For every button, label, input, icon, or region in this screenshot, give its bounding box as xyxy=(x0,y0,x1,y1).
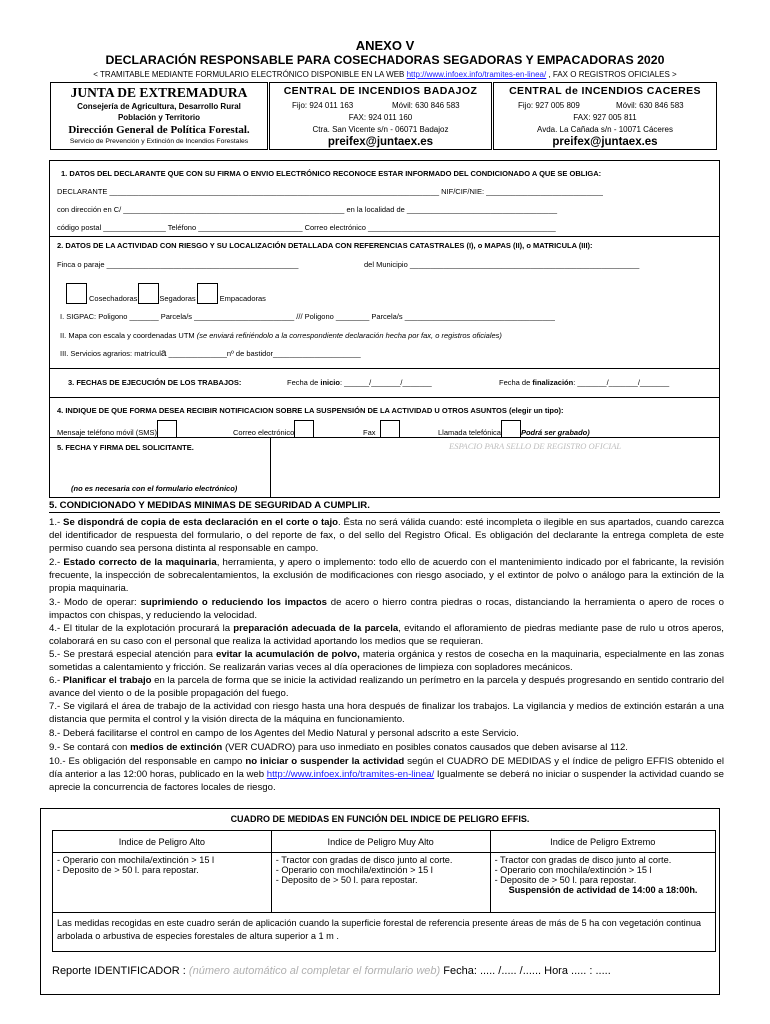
caceres-email[interactable]: preifex@juntaex.es xyxy=(552,136,658,148)
measure-item: - Operario con mochila/extinción > 15 l xyxy=(275,865,433,875)
fax-checkbox[interactable] xyxy=(380,420,400,438)
segadoras-label: Segadoras xyxy=(159,294,196,304)
cosechadoras-label: Cosechadoras xyxy=(89,294,138,304)
document-title: DECLARACIÓN RESPONSABLE PARA COSECHADORAS SEGADORAS Y EMPACADORAS 2020 xyxy=(105,53,665,67)
measures-title: CUADRO DE MEDIDAS EN FUNCIÓN DEL INDICE DE PELIGRO EFFIS. xyxy=(230,814,530,824)
mapa-line xyxy=(60,331,502,340)
condition-2: 2.- Estado correcto de la maquinaria, herramienta, y apero o implemento: todo ello de acuerdo con el mantenimiento indicado por el fabricante, la revisión frecuente, la inspección de sobrecalentamientos, la exclusión de modificaciones con riesgo asociado, y el extintor de polvo o análogo para la extinción de la propia maquinaria. xyxy=(49,557,724,595)
report-label: Reporte IDENTIFICADOR : xyxy=(52,965,189,977)
fecha-fin-label: Fecha de xyxy=(499,378,533,387)
section-5-title: 5. FECHA Y FIRMA DEL SOLICITANTE. xyxy=(57,443,194,452)
badajoz-movil: Móvil: 630 846 583 xyxy=(392,101,460,110)
notification-correo xyxy=(233,424,314,442)
cosechadoras-checkbox[interactable] xyxy=(66,283,87,304)
badajoz-email[interactable]: preifex@juntaex.es xyxy=(327,136,434,148)
condition-1: 1.- Se dispondrá de copia de esta declaración en el corte o tajo. Ésta no será válida cuando: esté incompleta o ilegible en sus apartados, cuando carezca del identificador de respuesta del formulario, o del reporte de fax, o del sello del Registro Ofical. Es obligación del declarante la entrega completa de este permiso cuando sea persona distinta al responsable en campo. xyxy=(49,517,724,555)
caceres-movil: Móvil: 630 846 583 xyxy=(616,101,684,110)
sms-checkbox[interactable] xyxy=(157,420,177,438)
fax-label: Fax xyxy=(363,427,376,437)
suspension-note: Suspensión de actividad de 14:00 a 18:00h. xyxy=(508,885,698,895)
measures-table xyxy=(52,830,716,952)
caceres-fijo: Fijo: 927 005 809 xyxy=(518,101,580,110)
junta-consejeria: Consejería de Agricultura, Desarrollo Rural xyxy=(77,102,241,111)
report-date-time: Fecha: ..... /..... /...... Hora ..... : ..... xyxy=(440,965,611,977)
fecha-fin-bold: finalización xyxy=(532,378,574,387)
servicios-label-a: a xyxy=(160,348,167,359)
mapa-note: (se enviará refiriéndolo a la correspondiente declaración hecha por fax, o registros oficiales) xyxy=(196,331,502,340)
report-identifier xyxy=(52,965,611,977)
declarante-field[interactable]: DECLARANTE _______________________________________________________________________________ NIF/CIF/NIE: ____________________________ xyxy=(57,187,603,196)
fecha-inicio-bold: inicio xyxy=(320,378,340,387)
notification-sms xyxy=(57,424,177,442)
municipio-field[interactable]: del Municipio _______________________________________________________ xyxy=(364,260,640,269)
subtitle-text-end: , FAX O REGISTROS OFICIALES > xyxy=(546,70,677,79)
junta-name: JUNTA DE EXTREMADURA xyxy=(70,85,248,100)
condition-6: 6.- Planificar el trabajo en la parcela de forma que se inicie la actividad realizando un perímetro en la parcela y después progresando en sentido contrario del avance del viento o de la posible propagación del fuego. xyxy=(49,675,724,700)
measure-item: - Operario con mochila/extinción > 15 l xyxy=(57,855,215,865)
empacadoras-checkbox[interactable] xyxy=(197,283,218,304)
subtitle-text: < TRAMITABLE MEDIANTE FORMULARIO ELECTRÓNICO DISPONIBLE EN LA WEB xyxy=(93,70,407,79)
divider xyxy=(49,397,720,398)
fecha-fin-field[interactable] xyxy=(499,378,669,387)
machine-type-row xyxy=(66,283,264,304)
llamada-label: Llamada telefónica xyxy=(438,427,501,437)
measures-note: Las medidas recogidas en este cuadro serán de aplicación cuando la superficie forestal de referencia presente áreas de más de 5 ha con vegetación continua arbolada o arbustiva de especies forestales de altura superior a 1 m . xyxy=(53,913,716,952)
servicios-blanks: ______________nº de bastidor_____________________ xyxy=(166,349,361,358)
caceres-title: CENTRAL de INCENDIOS CACERES xyxy=(509,85,701,97)
divider xyxy=(49,512,720,513)
llamada-note: Podrá ser grabado) xyxy=(520,427,590,437)
measure-item: - Deposito de > 50 l. para repostar. xyxy=(57,865,199,875)
cell-alto xyxy=(53,853,272,913)
measure-item: - Tractor con gradas de disco junto al corte. xyxy=(275,855,453,865)
condition-3: 3.- Modo de operar: suprimiendo o reduciendo los impactos de acero o hierro contra piedras o rocas, distanciando la herramienta o apero de roces o impactos con chispas, y reduciendo la velocidad. xyxy=(49,597,725,622)
section-3-title: 3. FECHAS DE EJECUCIÓN DE LOS TRABAJOS: xyxy=(68,378,242,387)
measure-item: - Deposito de > 50 l. para repostar. xyxy=(494,875,637,885)
badajoz-fax: FAX: 924 011 160 xyxy=(348,113,413,122)
condition-4: 4.- El titular de la explotación procurará la preparación adecuada de la parcela, evitando el afloramiento de piedras mediante pase de rulo u otros aperos, colaborará en su caso con el personal que realiza la actividad aportando los medios que se requieran. xyxy=(49,623,724,648)
divider xyxy=(49,437,720,438)
conditions-title: 5. CONDICIONADO Y MEDIDAS MINIMAS DE SEGURIDAD A CUMPLIR. xyxy=(49,500,370,511)
junta-direccion: Dirección General de Política Forestal. xyxy=(68,124,250,136)
header-extremo: Indice de Peligro Extremo xyxy=(490,831,715,853)
finca-field[interactable]: Finca o paraje ______________________________________________ xyxy=(57,260,299,269)
cell-muy-alto xyxy=(271,853,490,913)
sello-placeholder: ESPACIO PARA SELLO DE REGISTRO OFICIAL xyxy=(449,441,622,451)
llamada-checkbox[interactable] xyxy=(501,420,521,438)
condition-10: 10.- Es obligación del responsable en campo no iniciar o suspender la actividad según el CUADRO DE MEDIDAS y el índice de peligro EFFIS obtenido el día anterior a las 12:00 horas, publicado en la web http://www.infoex.info/tramites-en-linea/ Igualmente se deberá no iniciar o suspender la actividad cuando se aprecie la concurrencia de factores locales de riesgo. xyxy=(49,756,724,794)
notification-llamada xyxy=(438,424,590,442)
cell-extremo xyxy=(490,853,715,913)
fecha-inicio-blanks: : ______/_______/_______ xyxy=(339,378,432,387)
measure-item: - Tractor con gradas de disco junto al corte. xyxy=(494,855,672,865)
badajoz-fijo: Fijo: 924 011 163 xyxy=(292,101,354,110)
divider xyxy=(49,368,720,369)
effis-link[interactable]: http://www.infoex.info/tramites-en-linea/ xyxy=(266,769,435,781)
annex-title: ANEXO V xyxy=(355,38,415,53)
fecha-fin-blanks: : _______/_______/_______ xyxy=(573,378,670,387)
servicios-field[interactable] xyxy=(60,348,361,359)
header-alto: Indice de Peligro Alto xyxy=(53,831,272,853)
correo-checkbox[interactable] xyxy=(294,420,314,438)
junta-poblacion: Población y Territorio xyxy=(117,113,201,122)
sms-label: Mensaje teléfono móvil (SMS) xyxy=(57,427,158,437)
empacadoras-label: Empacadoras xyxy=(219,294,266,304)
caceres-box xyxy=(493,82,717,150)
section-2-title: 2. DATOS DE LA ACTIVIDAD CON RIESGO Y SU LOCALIZACIÓN DETALLADA CON REFERENCIAS CATASTRALES (I), o MAPAS (II), o MATRICULA (III): xyxy=(57,241,593,250)
section-4-title: 4. INDIQUE DE QUE FORMA DESEA RECIBIR NOTIFICACION SOBRE LA SUSPENSIÓN DE LA ACTIVIDAD U OTROS ASUNTOS (elegir un tipo): xyxy=(57,406,564,415)
caceres-address: Avda. La Cañada s/n - 10071 Cáceres xyxy=(537,125,673,134)
codigo-postal-field[interactable]: código postal _______________ Teléfono _________________________ Correo electrónico _____________________________________________ xyxy=(57,223,556,232)
junta-servicio: Servicio de Prevención y Extinción de Incendios Forestales xyxy=(69,138,249,145)
servicios-label: III. Servicios agrarios: matrícul xyxy=(60,349,161,358)
condition-9: 9.- Se contará con medios de extinción (VER CUADRO) para uso inmediato en posibles conatos causados que deben avisarse al 112. xyxy=(49,742,628,753)
caceres-fax: FAX: 927 005 811 xyxy=(573,113,637,122)
section-1-title: 1. DATOS DEL DECLARANTE QUE CON SU FIRMA O ENVIO ELECTRÓNICO RECONOCE ESTAR INFORMADO DEL CONDICIONADO A QUE SE OBLIGA: xyxy=(61,169,602,178)
divider xyxy=(49,236,720,237)
document-subtitle xyxy=(0,70,770,79)
segadoras-checkbox[interactable] xyxy=(138,283,159,304)
badajoz-box xyxy=(269,82,492,150)
fecha-inicio-field[interactable] xyxy=(287,378,432,387)
notification-fax xyxy=(363,424,400,442)
direccion-field[interactable]: con dirección en C/ _____________________________________________________ en la localidad de ____________________________________ xyxy=(57,205,558,214)
measure-item: - Operario con mochila/extinción > 15 l xyxy=(494,865,652,875)
condition-8: 8.- Deberá facilitarse el control en campo de los Agentes del Medio Natural y personal adscrito a este Servicio. xyxy=(49,728,519,739)
measure-item: - Deposito de > 50 l. para repostar. xyxy=(275,875,418,885)
fecha-inicio-label: Fecha de xyxy=(287,378,321,387)
junta-box xyxy=(50,82,268,150)
badajoz-title: CENTRAL DE INCENDIOS BADAJOZ xyxy=(283,85,478,97)
correo-label: Correo electrónico xyxy=(233,427,295,437)
sigpac-field[interactable]: I. SIGPAC: Poligono _______ Parcela/s ________________________ /// Poligono ________ Parcela/s ____________________________________ xyxy=(60,312,555,321)
web-link[interactable]: http://www.infoex.info/tramites-en-linea/ xyxy=(406,70,547,79)
condition-7: 7.- Se vigilará el área de trabajo de la actividad con riesgo hasta una hora después de finalizar los trabajos. La vigilancia y medios de extinción estarán a una distancia que permita el control y la visión directa de la máquina en funcionamiento. xyxy=(49,701,724,726)
signature-divider xyxy=(270,437,271,498)
mapa-label: II. Mapa con escala y coordenadas UTM xyxy=(60,331,195,340)
condition-5: 5.- Se prestará especial atención para evitar la acumulación de polvo, materia orgánica y restos de cosecha en la maquinaria, especialmente en las zonas sometidas a calentamiento y fricción. Se realizarán varias veces al día operaciones de limpieza con sopladores mecánicos. xyxy=(49,649,724,674)
signature-note: (no es necesaria con el formulario electrónico) xyxy=(71,484,238,493)
report-hint: (número automático al completar el formulario web) xyxy=(188,965,441,977)
badajoz-address: Ctra. San Vicente s/n - 06071 Badajoz xyxy=(312,125,449,134)
header-muy-alto: Indice de Peligro Muy Alto xyxy=(271,831,490,853)
